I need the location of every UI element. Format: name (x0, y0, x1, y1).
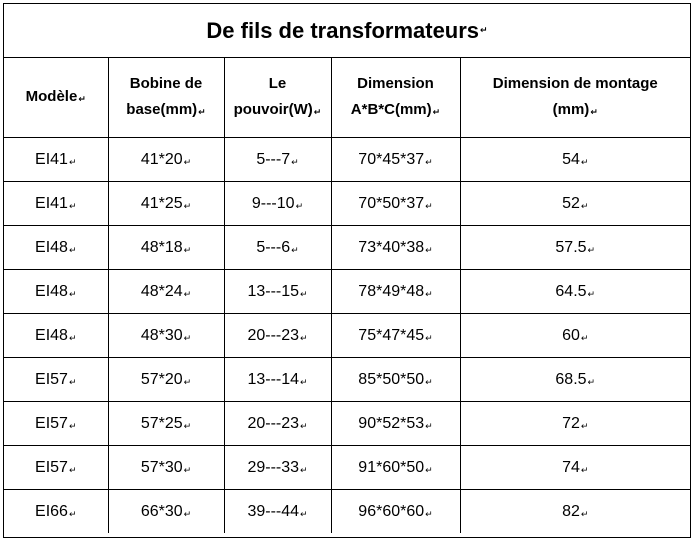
paragraph-mark: ↵ (183, 464, 192, 475)
paragraph-mark: ↵ (425, 508, 433, 519)
column-header-line: Modèle (25, 87, 78, 105)
column-header-base-coil (108, 58, 224, 138)
table-row (4, 402, 690, 446)
table-cell-base-coil (108, 138, 224, 182)
column-header-line: base(mm) (126, 100, 198, 118)
table-row (4, 314, 690, 358)
paragraph-mark: ↵ (425, 464, 433, 475)
paragraph-mark: ↵ (425, 156, 433, 167)
paragraph-mark: ↵ (68, 420, 77, 431)
cell-value: 41*25 (140, 194, 183, 212)
table-cell-power (224, 490, 331, 534)
table-cell-power (224, 226, 331, 270)
paragraph-mark: ↵ (183, 200, 192, 211)
table-cell-base-coil (108, 358, 224, 402)
column-header-dimension-abc (331, 58, 460, 138)
cell-value: 68.5 (555, 370, 587, 388)
table-cell-power (224, 314, 331, 358)
specifications-table (4, 58, 690, 533)
column-header-mounting-dimension (460, 58, 690, 138)
table-row (4, 226, 690, 270)
table-cell-model (4, 182, 108, 226)
table-cell-dimension-abc (331, 490, 460, 534)
cell-value: 57.5 (555, 238, 587, 256)
cell-value: EI57 (35, 370, 68, 388)
paragraph-mark: ↵ (580, 420, 589, 431)
cell-value: 5---6 (256, 238, 291, 256)
cell-value: 85*50*50 (358, 370, 425, 388)
cell-value: 78*49*48 (358, 282, 425, 300)
paragraph-mark: ↵ (432, 106, 441, 117)
paragraph-mark: ↵ (68, 464, 77, 475)
table-row (4, 446, 690, 490)
column-header-line: pouvoir(W) (233, 100, 313, 118)
cell-value: 70*50*37 (358, 194, 425, 212)
cell-value: 9---10 (251, 194, 295, 212)
column-header-line: (mm) (552, 100, 590, 118)
table-cell-mounting-dimension (460, 138, 690, 182)
paragraph-mark: ↵ (587, 288, 596, 299)
table-cell-mounting-dimension (460, 358, 690, 402)
column-header-line: Dimension (357, 74, 434, 92)
table-cell-model (4, 358, 108, 402)
table-cell-model (4, 226, 108, 270)
cell-value: 48*30 (140, 326, 183, 344)
paragraph-mark: ↵ (291, 156, 299, 167)
paragraph-mark: ↵ (425, 420, 433, 431)
paragraph-mark: ↵ (580, 156, 589, 167)
paragraph-mark: ↵ (183, 376, 192, 387)
paragraph-mark: ↵ (183, 244, 192, 255)
paragraph-mark: ↵ (68, 200, 77, 211)
cell-value: 90*52*53 (358, 414, 425, 432)
cell-value: 91*60*50 (358, 458, 425, 476)
cell-value: 29---33 (247, 458, 300, 476)
table-cell-mounting-dimension (460, 490, 690, 534)
table-row (4, 270, 690, 314)
table-cell-dimension-abc (331, 402, 460, 446)
paragraph-mark: ↵ (580, 332, 589, 343)
table-cell-power (224, 402, 331, 446)
paragraph-mark: ↵ (183, 420, 192, 431)
table-cell-mounting-dimension (460, 446, 690, 490)
paragraph-mark: ↵ (68, 508, 77, 519)
table-cell-mounting-dimension (460, 226, 690, 270)
table-row (4, 358, 690, 402)
table-title (4, 4, 690, 58)
paragraph-mark: ↵ (68, 156, 77, 167)
paragraph-mark: ↵ (183, 332, 192, 343)
paragraph-mark: ↵ (78, 93, 86, 104)
paragraph-mark: ↵ (183, 156, 192, 167)
cell-value: 41*20 (140, 150, 183, 168)
table-cell-model (4, 314, 108, 358)
table-cell-mounting-dimension (460, 182, 690, 226)
column-header-line: A*B*C(mm) (350, 100, 432, 118)
cell-value: EI57 (35, 458, 68, 476)
paragraph-mark: ↵ (425, 200, 433, 211)
cell-value: 70*45*37 (358, 150, 425, 168)
paragraph-mark: ↵ (300, 376, 308, 387)
cell-value: 5---7 (256, 150, 291, 168)
paragraph-mark: ↵ (68, 376, 77, 387)
paragraph-mark: ↵ (183, 508, 192, 519)
paragraph-mark: ↵ (300, 464, 308, 475)
table-cell-mounting-dimension (460, 314, 690, 358)
column-header-line: Dimension de montage (492, 74, 658, 92)
paragraph-mark: ↵ (587, 376, 596, 387)
table-cell-mounting-dimension (460, 402, 690, 446)
table-cell-base-coil (108, 490, 224, 534)
cell-value: 82 (562, 502, 580, 520)
table-cell-power (224, 138, 331, 182)
table-row (4, 182, 690, 226)
table-cell-dimension-abc (331, 314, 460, 358)
paragraph-mark: ↵ (590, 106, 598, 117)
cell-value: EI66 (35, 502, 68, 520)
paragraph-mark: ↵ (425, 332, 433, 343)
header-row (4, 58, 690, 138)
paragraph-mark: ↵ (68, 288, 77, 299)
table-row (4, 490, 690, 534)
table-cell-model (4, 138, 108, 182)
table-body (4, 138, 690, 534)
table-cell-base-coil (108, 270, 224, 314)
column-header-power (224, 58, 331, 138)
paragraph-mark: ↵ (300, 288, 308, 299)
table-cell-power (224, 270, 331, 314)
table-cell-base-coil (108, 314, 224, 358)
table-cell-base-coil (108, 226, 224, 270)
table-cell-base-coil (108, 182, 224, 226)
cell-value: 13---14 (247, 370, 300, 388)
cell-value: 72 (562, 414, 580, 432)
table-cell-base-coil (108, 402, 224, 446)
paragraph-mark: ↵ (300, 420, 308, 431)
paragraph-mark: ↵ (425, 288, 433, 299)
table-cell-model (4, 446, 108, 490)
transformer-spec-document (3, 3, 691, 538)
column-header-line: Bobine de (129, 74, 203, 92)
paragraph-mark: ↵ (313, 106, 322, 117)
table-cell-dimension-abc (331, 358, 460, 402)
cell-value: 54 (562, 150, 580, 168)
cell-value: EI48 (35, 326, 68, 344)
cell-value: 48*18 (140, 238, 183, 256)
table-cell-model (4, 402, 108, 446)
table-cell-model (4, 490, 108, 534)
cell-value: 20---23 (247, 326, 300, 344)
table-cell-power (224, 182, 331, 226)
cell-value: 96*60*60 (358, 502, 425, 520)
cell-value: 48*24 (140, 282, 183, 300)
cell-value: EI57 (35, 414, 68, 432)
cell-value: EI41 (35, 194, 68, 212)
paragraph-mark: ↵ (300, 508, 308, 519)
cell-value: 20---23 (247, 414, 300, 432)
cell-value: 60 (562, 326, 580, 344)
paragraph-mark: ↵ (68, 244, 77, 255)
paragraph-mark: ↵ (183, 288, 192, 299)
cell-value: 39---44 (247, 502, 300, 520)
cell-value: 74 (562, 458, 580, 476)
cell-value: EI48 (35, 282, 68, 300)
cell-value: 13---15 (247, 282, 300, 300)
paragraph-mark: ↵ (68, 332, 77, 343)
paragraph-mark: ↵ (295, 200, 304, 211)
cell-value: EI41 (35, 150, 68, 168)
table-cell-dimension-abc (331, 226, 460, 270)
column-header-model (4, 58, 108, 138)
cell-value: EI48 (35, 238, 68, 256)
cell-value: 57*30 (140, 458, 183, 476)
cell-value: 57*20 (140, 370, 183, 388)
table-row (4, 138, 690, 182)
table-cell-base-coil (108, 446, 224, 490)
cell-value: 52 (562, 194, 580, 212)
paragraph-mark: ↵ (480, 25, 488, 35)
paragraph-mark: ↵ (425, 376, 433, 387)
table-cell-dimension-abc (331, 138, 460, 182)
table-title-text: De fils de transformateurs (206, 17, 480, 43)
table-cell-dimension-abc (331, 182, 460, 226)
table-cell-dimension-abc (331, 270, 460, 314)
table-cell-model (4, 270, 108, 314)
paragraph-mark: ↵ (587, 244, 596, 255)
cell-value: 75*47*45 (358, 326, 425, 344)
cell-value: 73*40*38 (358, 238, 425, 256)
paragraph-mark: ↵ (580, 508, 589, 519)
cell-value: 57*25 (140, 414, 183, 432)
paragraph-mark: ↵ (291, 244, 299, 255)
table-cell-dimension-abc (331, 446, 460, 490)
paragraph-mark: ↵ (425, 244, 433, 255)
paragraph-mark: ↵ (580, 200, 589, 211)
cell-value: 66*30 (140, 502, 183, 520)
paragraph-mark: ↵ (580, 464, 589, 475)
cell-value: 64.5 (555, 282, 587, 300)
table-cell-power (224, 446, 331, 490)
table-cell-power (224, 358, 331, 402)
column-header-line: Le (268, 74, 287, 92)
table-cell-mounting-dimension (460, 270, 690, 314)
paragraph-mark: ↵ (198, 106, 206, 117)
paragraph-mark: ↵ (300, 332, 308, 343)
